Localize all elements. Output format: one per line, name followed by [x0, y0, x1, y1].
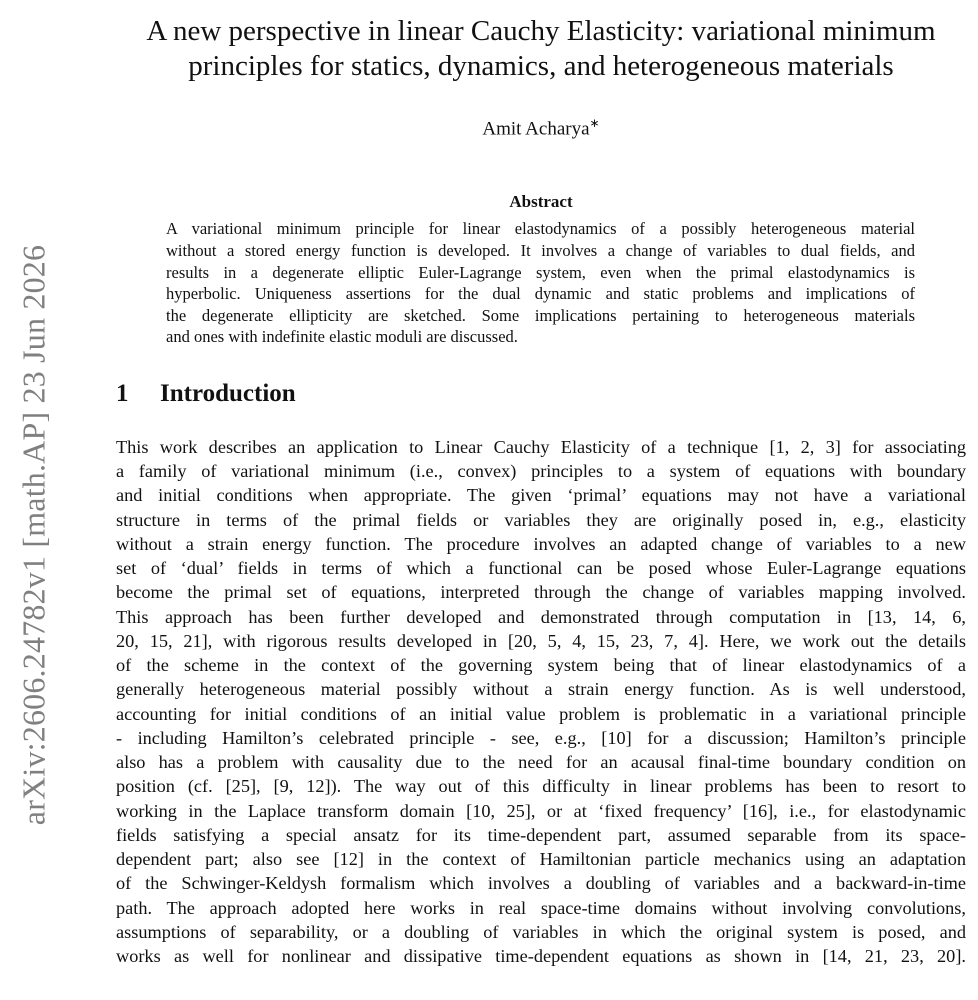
- intro-line: This approach has been further developed and demonstrated through computation in [13, 14, 6,: [116, 606, 966, 627]
- title-line: principles for statics, dynamics, and heterogeneous materials: [188, 50, 894, 82]
- intro-line: of the scheme in the context of the governing system being that of linear elastodynamics of a: [116, 655, 966, 676]
- intro-line: become the primal set of equations, interpreted through the change of variables mapping involved.: [116, 582, 966, 603]
- intro-line: fields satisfying a special ansatz for its time-dependent part, assumed separable from its space-: [116, 824, 966, 845]
- intro-line: working in the Laplace transform domain [10, 25], or at ‘fixed frequency’ [16], i.e., for elastodynamic: [116, 800, 966, 821]
- intro-line: accounting for initial conditions of an initial value problem is problematic in a variational principle: [116, 703, 966, 724]
- abstract-line: A variational minimum principle for linear elastodynamics of a possibly heterogeneous material: [166, 219, 915, 239]
- intro-line: a family of variational minimum (i.e., convex) principles to a system of equations with boundary: [116, 461, 966, 482]
- section-number: 1: [116, 379, 129, 407]
- intro-line: set of ‘dual’ fields in terms of which a functional can be posed whose Euler-Lagrange equations: [116, 558, 966, 579]
- intro-line: generally heterogeneous material possibly without a strain energy function. As is well understood,: [116, 679, 966, 700]
- author-line: [116, 116, 966, 140]
- abstract-line: and ones with indefinite elastic moduli are discussed.: [166, 327, 518, 347]
- abstract-line: without a stored energy function is developed. It involves a change of variables to dual fields, and: [166, 240, 915, 260]
- author-name: Amit Acharya: [482, 118, 590, 140]
- section-title: Introduction: [160, 379, 296, 407]
- paper-title: [116, 14, 966, 84]
- intro-line: 20, 15, 21], with rigorous results developed in [20, 5, 4, 15, 23, 7, 4]. Here, we work out the details: [116, 630, 966, 651]
- arxiv-sidebar: [14, 195, 54, 875]
- intro-line: assumptions of separability, or a doubling of variables in which the original system is posed, and: [116, 921, 966, 942]
- intro-line: - including Hamilton’s celebrated principle - see, e.g., [10] for a discussion; Hamilton’s principle: [116, 727, 966, 748]
- abstract-line: the degenerate ellipticity are sketched. Some implications pertaining to heterogeneous materials: [166, 305, 915, 325]
- intro-line: also has a problem with causality due to the need for an acausal final-time boundary condition on: [116, 752, 966, 773]
- intro-line: without a strain energy function. The procedure involves an adapted change of variables to a new: [116, 533, 966, 554]
- intro-line: of the Schwinger-Keldysh formalism which involves a doubling of variables and a backward-in-time: [116, 873, 966, 894]
- intro-line: structure in terms of the primal fields or variables they are originally posed in, e.g., elasticity: [116, 509, 966, 530]
- introduction-paragraph: [116, 435, 966, 969]
- intro-line: works as well for nonlinear and dissipative time-dependent equations as shown in [14, 21, 23, 20].: [116, 946, 966, 967]
- intro-line: position (cf. [25], [9, 12]). The way out of this difficulty in linear problems has been to resort to: [116, 776, 966, 797]
- author-footnote-mark: ∗: [589, 116, 600, 130]
- abstract-line: hyperbolic. Uniqueness assertions for the dual dynamic and static problems and implications of: [166, 284, 915, 304]
- section-heading-introduction: [116, 380, 966, 410]
- abstract-body: [166, 218, 915, 348]
- intro-line: dependent part; also see [12] in the context of Hamiltonian particle mechanics using an adaptation: [116, 849, 966, 870]
- intro-line: This work describes an application to Linear Cauchy Elasticity of a technique [1, 2, 3] for associating: [116, 436, 966, 457]
- abstract-line: results in a degenerate elliptic Euler-Lagrange system, even when the primal elastodynamics is: [166, 262, 915, 282]
- paper-page: [116, 14, 966, 968]
- intro-line: path. The approach adopted here works in real space-time domains without involving convolutions,: [116, 897, 966, 918]
- intro-line: and initial conditions when appropriate. The given ‘primal’ equations may not have a variational: [116, 485, 966, 506]
- abstract-heading: Abstract: [509, 192, 573, 212]
- title-line: A new perspective in linear Cauchy Elasticity: variational minimum: [146, 15, 936, 47]
- arxiv-stamp: arXiv:2606.24782v1 [math.AP] 23 Jun 2026: [15, 244, 52, 826]
